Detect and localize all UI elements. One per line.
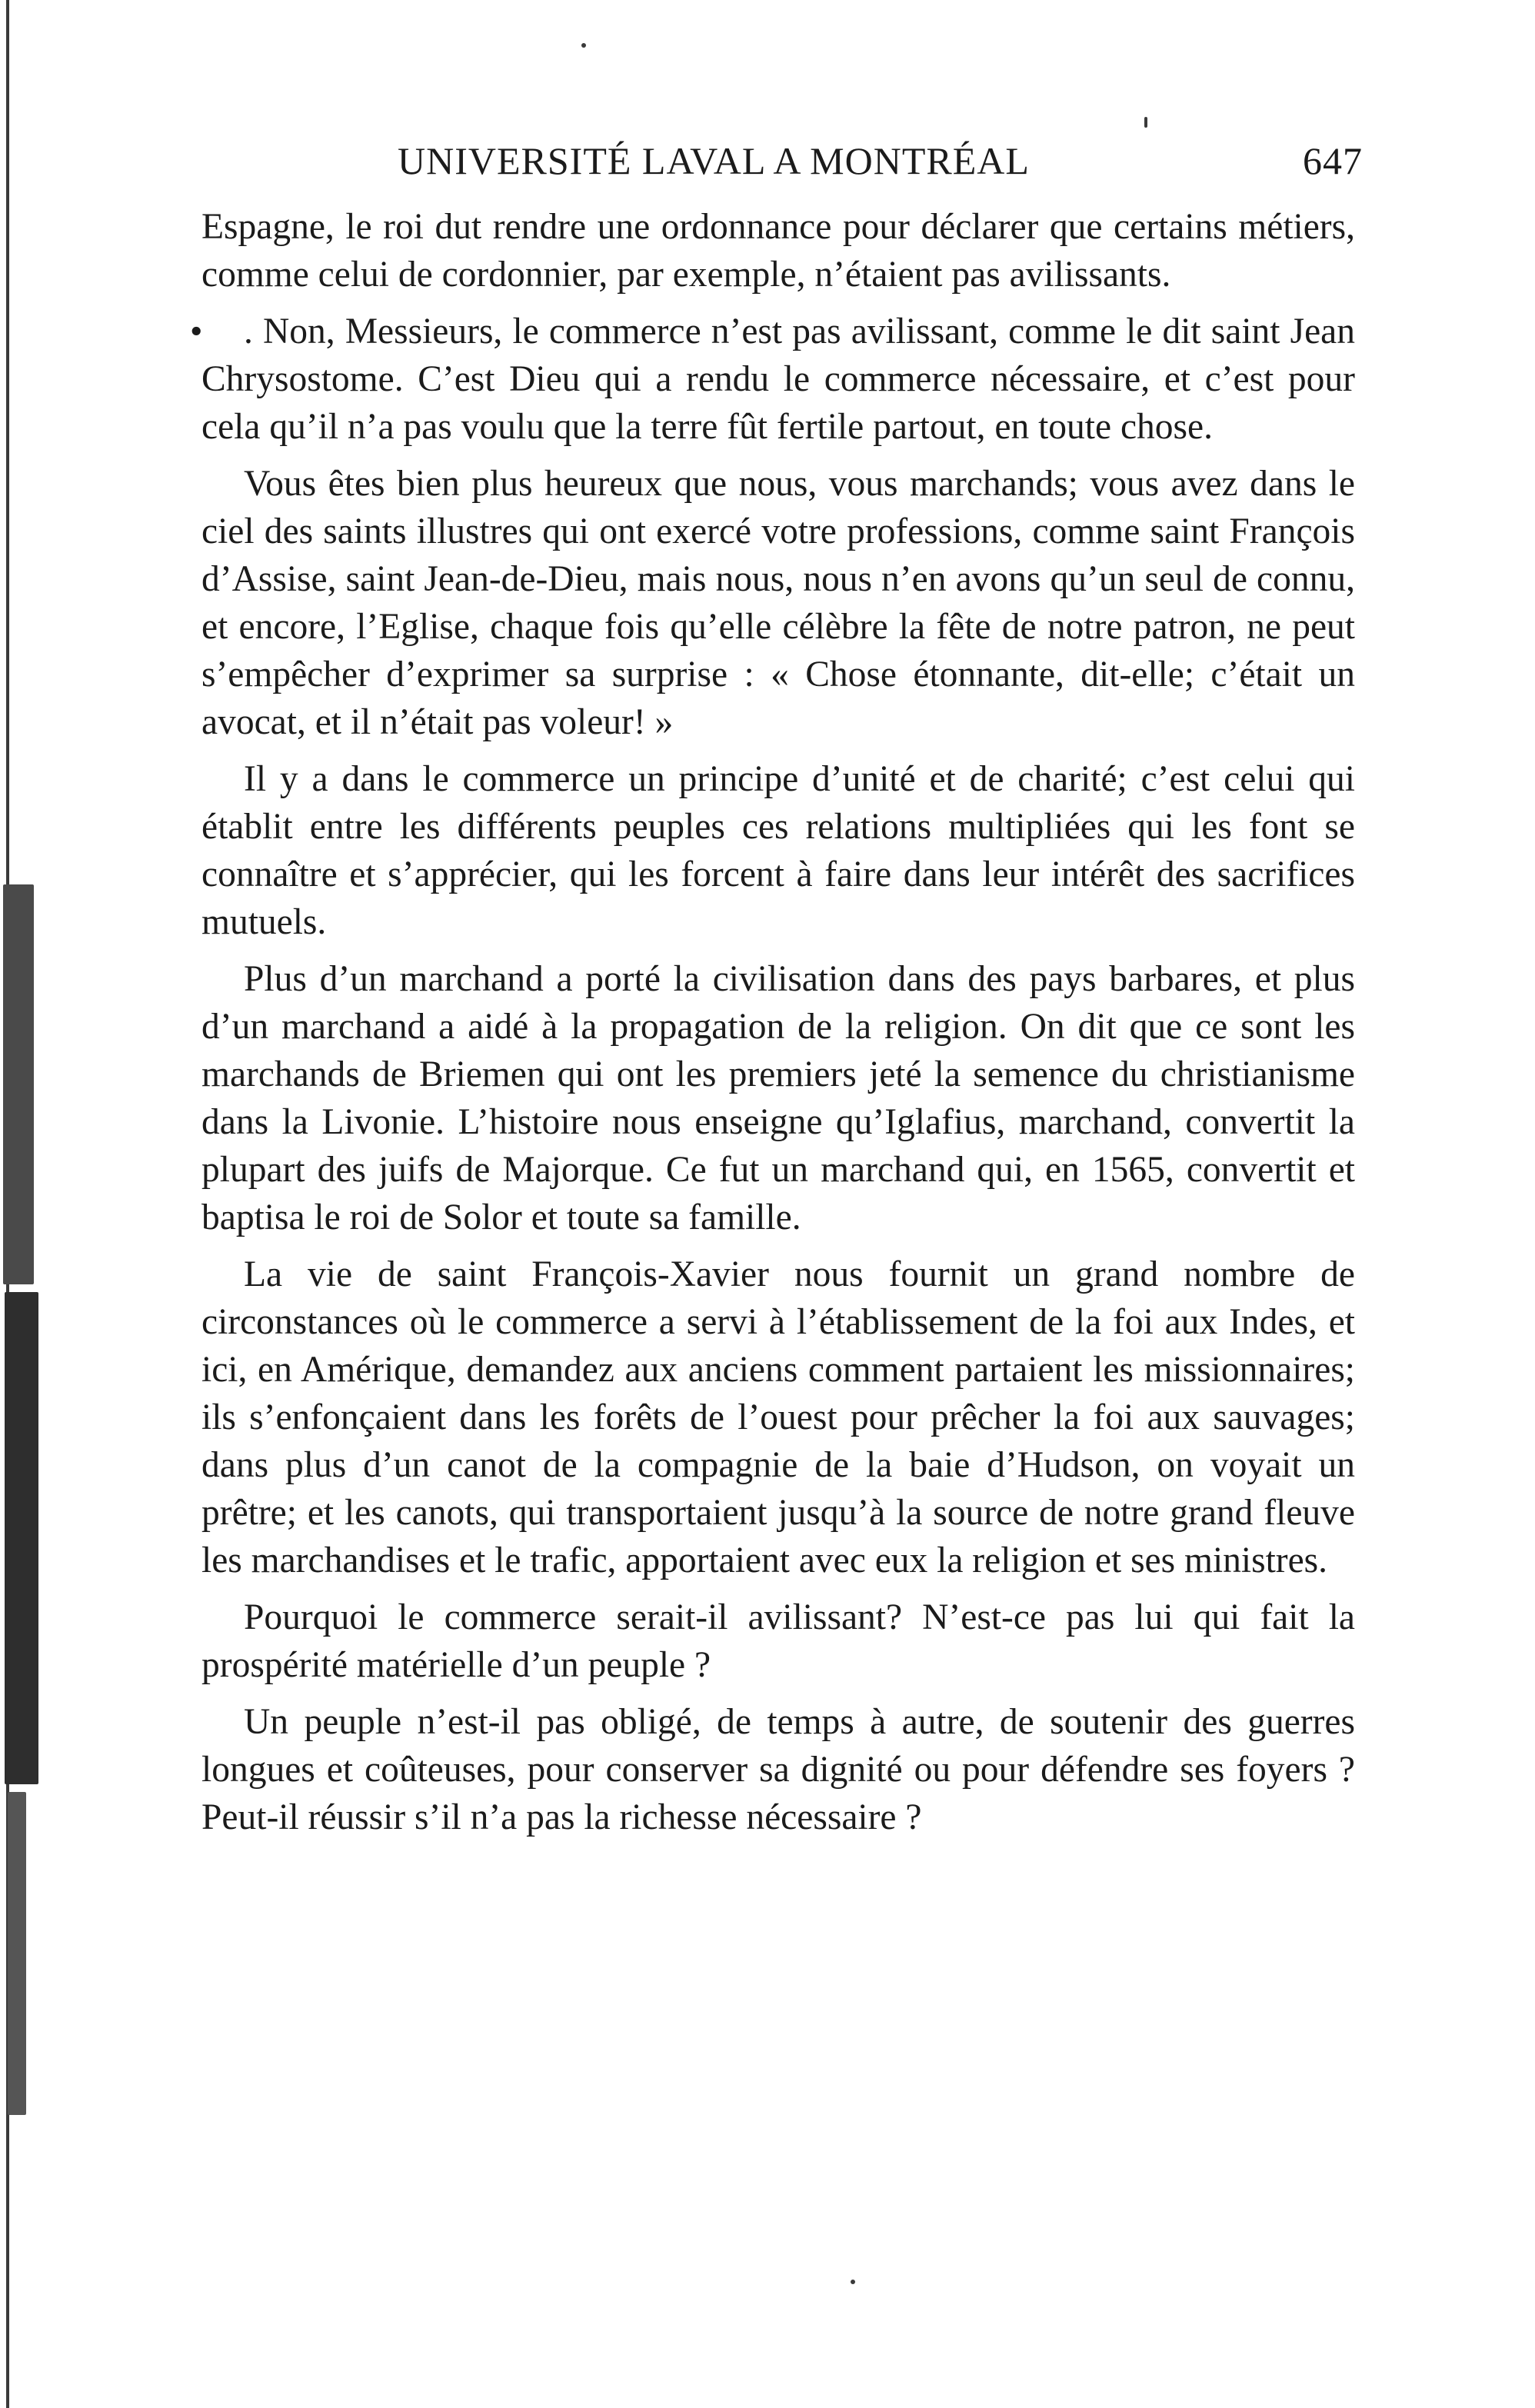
paragraph: Vous êtes bien plus heureux que nous, vous marchands; vous avez dans le ciel des saints illustres qui ont exercé votre professions, comme saint François d’Assise, saint Jean-de-Dieu, mais nous, nous n’en avons qu’un seul de connu, et encore, l’Eglise, chaque fois qu’elle célèbre la fête de notre patron, ne peut s’empêcher d’exprimer sa surprise : « Chose étonnante, dit-elle; c’était un avocat, et il n’était pas voleur! » xyxy=(201,464,1355,742)
paragraph-text: . Non, Messieurs, le commerce n’est pas avilissant, comme le dit saint Jean Chrysostome. C’est Dieu qui a rendu le commerce nécessaire, et c’est pour cela qu’il n’a pas voulu que la terre fût fertile partout, en toute chose. xyxy=(201,311,1355,447)
edge-shadow xyxy=(8,1792,26,2115)
paragraph: La vie de saint François-Xavier nous fournit un grand nombre de circonstances où le commerce a servi à l’établissement de la foi aux Indes, et ici, en Amérique, demandez aux anciens comment partaient les missionnaires; ils s’enfonçaient dans les forêts de l’ouest pour prêcher la foi aux sauvages; dans plus d’un canot de la compagnie de la baie d’Hudson, on voyait un prêtre; et les canots, qui transportaient jusqu’à la source de notre grand fleuve les marchandises et le trafic, apportaient avec eux la religion et ses ministres. xyxy=(201,1254,1355,1580)
running-head xyxy=(201,138,1363,203)
edge-shadow xyxy=(3,884,34,1284)
scanned-book-edge xyxy=(0,0,48,2408)
paragraph: Un peuple n’est-il pas obligé, de temps à autre, de soutenir des guerres longues et coûteuses, pour conserver sa dignité ou pour défendre ses foyers ? Peut-il réussir s’il n’a pas la richesse nécessaire ? xyxy=(201,1702,1355,1837)
edge-shadow xyxy=(5,1292,38,1784)
paragraph: Espagne, le roi dut rendre une ordonnance pour déclarer que certains métiers, comme celui de cordonnier, par exemple, n’étaient pas avilissants. xyxy=(201,207,1355,295)
book-page xyxy=(190,138,1363,1841)
paragraph: Plus d’un marchand a porté la civilisation dans des pays barbares, et plus d’un marchand a aidé à la propagation de la religion. On dit que ce sont les marchands de Briemen qui ont les premiers jeté la semence du christianisme dans la Livonie. L’histoire nous enseigne qu’Iglafius, marchand, convertit la plupart des juifs de Majorque. Ce fut un marchand qui, en 1565, convertit et baptisa le roi de Solor et toute sa famille. xyxy=(201,959,1355,1237)
page-number: 647 xyxy=(1303,139,1363,182)
print-speck xyxy=(1144,117,1147,128)
page-body xyxy=(190,203,1355,1841)
paragraph: Pourquoi le commerce serait-il avilissant? N’est-ce pas lui qui fait la prospérité matérielle d’un peuple ? xyxy=(201,1597,1355,1685)
print-speck xyxy=(581,43,586,48)
running-title: UNIVERSITÉ LAVAL A MONTRÉAL xyxy=(398,139,1030,182)
margin-mark: • xyxy=(190,311,203,351)
paragraph: Il y a dans le commerce un principe d’unité et de charité; c’est celui qui établit entre les différents peuples ces relations multipliées qui les font se connaître et s’apprécier, qui les forcent à faire dans leur intérêt des sacrifices mutuels. xyxy=(201,759,1355,942)
print-speck xyxy=(851,2280,855,2284)
paragraph xyxy=(190,308,1355,451)
